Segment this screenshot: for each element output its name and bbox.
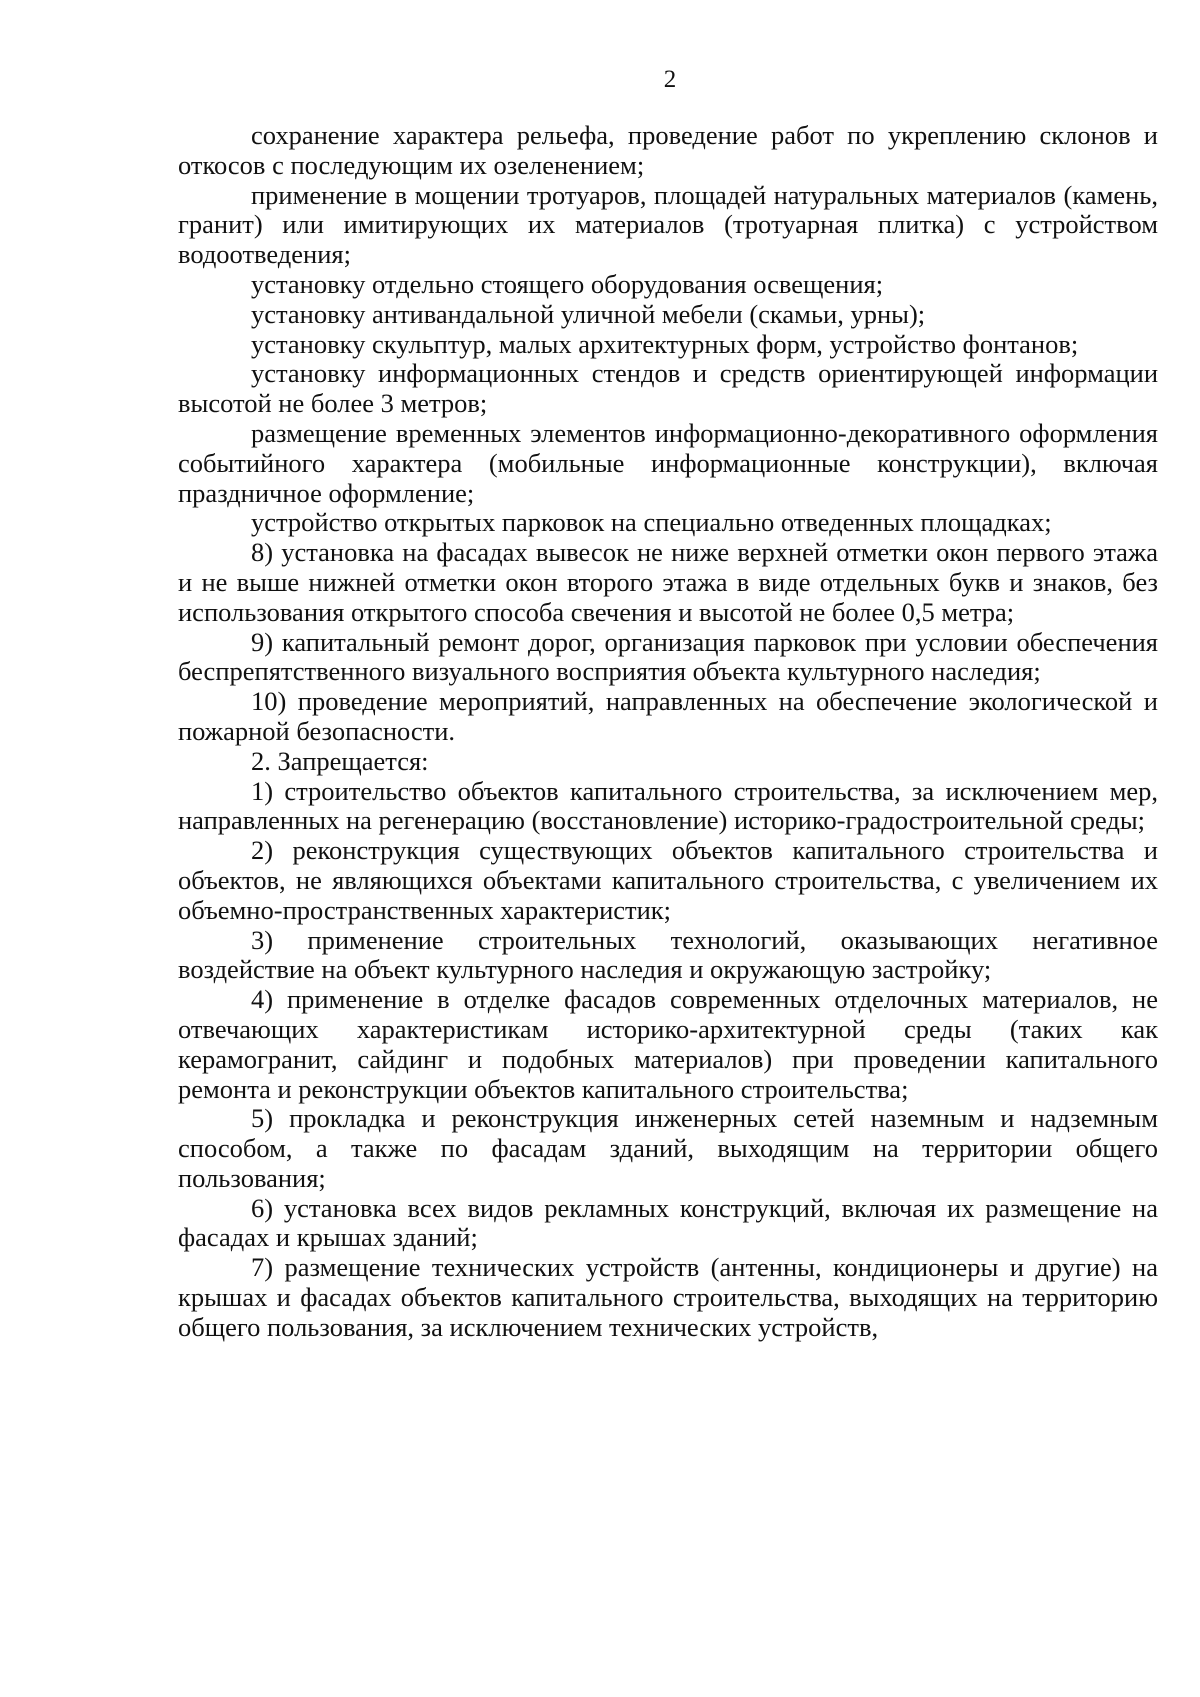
paragraph: устройство открытых парковок на специально отведенных площадках; [251, 507, 1052, 538]
paragraph: 9) капитальный ремонт дорог, организация парковок при условии обеспечения беспрепятственного визуального восприятия объекта культурного наследия; [178, 626, 1158, 687]
paragraph: 3) применение строительных технологий, оказывающих негативное воздействие на объект культурного наследия и окружающую застройку; [178, 924, 1158, 985]
paragraph: 2) реконструкция существующих объектов капитального строительства и объектов, не являющихся объектами капитального строительства, с увеличением их объемно-пространственных характеристик; [178, 835, 1158, 925]
document-body [178, 121, 1158, 1343]
paragraph: сохранение характера рельефа, проведение работ по укреплению склонов и откосов с последующим их озеленением; [178, 120, 1158, 180]
paragraph: 7) размещение технических устройств (антенны, кондиционеры и другие) на крышах и фасадах объектов капитального строительства, выходящих на территорию общего пользования, за исключением технических устройств, [178, 1252, 1158, 1342]
paragraph: 1) строительство объектов капитального строительства, за исключением мер, направленных на регенерацию (восстановление) историко-градостроительной среды; [178, 775, 1158, 836]
paragraph: 5) прокладка и реконструкция инженерных сетей наземным и надземным способом, а также по фасадам зданий, выходящим на территории общего пользования; [178, 1103, 1158, 1193]
paragraph: 2. Запрещается: [251, 745, 429, 776]
paragraph: размещение временных элементов информационно-декоративного оформления событийного характера (мобильные информационные конструкции), включая праздничное оформление; [178, 417, 1158, 508]
paragraph: 10) проведение мероприятий, направленных на обеспечение экологической и пожарной безопасности. [178, 686, 1158, 746]
paragraph: 4) применение в отделке фасадов современных отделочных материалов, не отвечающих характеристикам историко-архитектурной среды (таких как керамогранит, сайдинг и подобных материалов) при проведении капитального ремонта и реконструкции объектов капитального строительства; [178, 984, 1158, 1104]
paragraph: установку антивандальной уличной мебели (скамьи, урны); [251, 298, 926, 329]
page-number: 2 [663, 66, 677, 93]
paragraph: установку скульптур, малых архитектурных форм, устройство фонтанов; [251, 328, 1079, 359]
paragraph: 8) установка на фасадах вывесок не ниже верхней отметки окон первого этажа и не выше нижней отметки окон второго этажа в виде отдельных букв и знаков, без использования открытого способа свечения и высотой не более 0,5 метра; [178, 537, 1158, 627]
paragraph: применение в мощении тротуаров, площадей натуральных материалов (камень, гранит) или имитирующих их материалов (тротуарная плитка) с устройством водоотведения; [178, 179, 1158, 270]
paragraph: установку отдельно стоящего оборудования освещения; [251, 268, 884, 299]
paragraph: 6) установка всех видов рекламных конструкций, включая их размещение на фасадах и крышах зданий; [178, 1192, 1158, 1253]
paragraph: установку информационных стендов и средств ориентирующей информации высотой не более 3 метров; [178, 358, 1158, 419]
